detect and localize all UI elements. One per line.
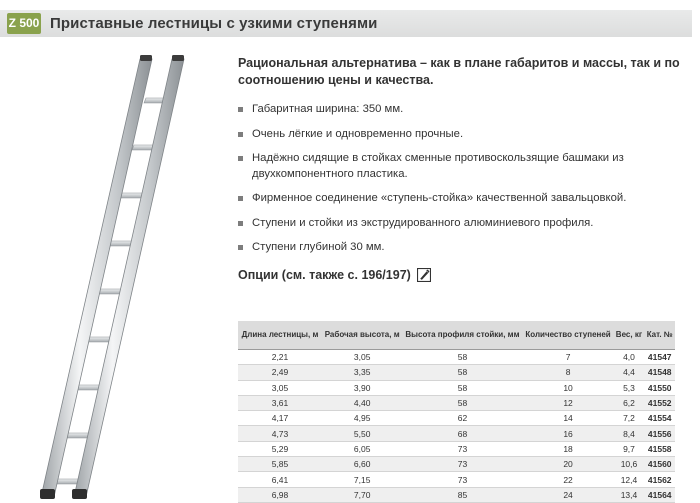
table-row: [238, 457, 675, 472]
cell-weight: 7,2: [614, 411, 645, 426]
cell-catalog-number: 41558: [644, 441, 675, 456]
table-row: [238, 472, 675, 487]
feature-item: Ступени и стойки из экструдированного алюминиевого профиля.: [238, 216, 688, 232]
cell-working-height: 4,40: [322, 395, 402, 410]
section-header: [0, 10, 692, 37]
cell-catalog-number: 41554: [644, 411, 675, 426]
cell-profile-height: 85: [402, 487, 522, 502]
cell-length: 2,49: [238, 365, 322, 380]
cell-profile-height: 73: [402, 472, 522, 487]
col-header-profile-height: Высота профиля стойки, мм: [402, 321, 522, 350]
cell-steps: 24: [523, 487, 614, 502]
options-label: Опции (см. также с. 196/197): [238, 267, 411, 282]
col-header-length: Длина лестницы, м: [238, 321, 322, 350]
cell-weight: 9,7: [614, 441, 645, 456]
ladder-illustration: [28, 55, 238, 501]
feature-item: Габаритная ширина: 350 мм.: [238, 102, 688, 118]
square-bullet-icon: [238, 107, 243, 112]
product-description: [238, 55, 688, 284]
cell-working-height: 3,90: [322, 380, 402, 395]
cell-steps: 7: [523, 350, 614, 365]
cell-catalog-number: 41547: [644, 350, 675, 365]
cell-steps: 18: [523, 441, 614, 456]
cell-catalog-number: 41548: [644, 365, 675, 380]
cell-working-height: 6,60: [322, 457, 402, 472]
cell-length: 3,61: [238, 395, 322, 410]
cell-catalog-number: 41560: [644, 457, 675, 472]
cell-length: 6,98: [238, 487, 322, 502]
cell-working-height: 3,35: [322, 365, 402, 380]
feature-item: Ступени глубиной 30 мм.: [238, 240, 688, 256]
cell-weight: 4,0: [614, 350, 645, 365]
cell-steps: 10: [523, 380, 614, 395]
cell-catalog-number: 41562: [644, 472, 675, 487]
cell-profile-height: 62: [402, 411, 522, 426]
square-bullet-icon: [238, 156, 243, 161]
square-bullet-icon: [238, 132, 243, 137]
col-header-weight: Вес, кг: [614, 321, 645, 350]
cell-length: 4,73: [238, 426, 322, 441]
cell-steps: 20: [523, 457, 614, 472]
cell-catalog-number: 41552: [644, 395, 675, 410]
col-header-steps: Количество ступеней: [523, 321, 614, 350]
table-row: [238, 487, 675, 502]
col-header-catalog-number: Кат. №: [644, 321, 675, 350]
ladder-right-foot: [72, 489, 87, 499]
cell-profile-height: 58: [402, 380, 522, 395]
cell-working-height: 4,95: [322, 411, 402, 426]
cell-profile-height: 58: [402, 365, 522, 380]
cell-length: 5,85: [238, 457, 322, 472]
cell-steps: 12: [523, 395, 614, 410]
table-row: [238, 426, 675, 441]
spec-table-body: [238, 350, 675, 503]
feature-item: Надёжно сидящие в стойках сменные противоскользящие башмаки из двухкомпонентного пластика.: [238, 151, 688, 182]
ladder-left-cap: [140, 55, 152, 61]
square-bullet-icon: [238, 196, 243, 201]
table-row: [238, 411, 675, 426]
cell-weight: 10,6: [614, 457, 645, 472]
cell-weight: 6,2: [614, 395, 645, 410]
table-row: [238, 365, 675, 380]
cell-working-height: 3,05: [322, 350, 402, 365]
cell-weight: 13,4: [614, 487, 645, 502]
cell-profile-height: 73: [402, 441, 522, 456]
col-header-working-height: Рабочая высота, м: [322, 321, 402, 350]
cell-length: 2,21: [238, 350, 322, 365]
cell-weight: 4,4: [614, 365, 645, 380]
table-row: [238, 380, 675, 395]
feature-item: Очень лёгкие и одновременно прочные.: [238, 127, 688, 143]
cell-working-height: 6,05: [322, 441, 402, 456]
cell-working-height: 7,70: [322, 487, 402, 502]
cell-steps: 22: [523, 472, 614, 487]
cell-weight: 12,4: [614, 472, 645, 487]
info-book-icon[interactable]: [417, 268, 431, 282]
square-bullet-icon: [238, 221, 243, 226]
intro-text: Рациональная альтернатива – как в плане габаритов и массы, так и по соотношению цены и качества.: [238, 56, 680, 87]
cell-profile-height: 68: [402, 426, 522, 441]
cell-length: 6,41: [238, 472, 322, 487]
cell-profile-height: 73: [402, 457, 522, 472]
page-title: Приставные лестницы с узкими ступенями: [50, 15, 378, 32]
cell-length: 5,29: [238, 441, 322, 456]
cell-steps: 14: [523, 411, 614, 426]
table-row: [238, 350, 675, 365]
table-row: [238, 441, 675, 456]
product-code-badge: Z 500: [7, 13, 41, 34]
cell-length: 4,17: [238, 411, 322, 426]
feature-list: [238, 102, 688, 256]
cell-steps: 16: [523, 426, 614, 441]
cell-weight: 8,4: [614, 426, 645, 441]
table-header-row: [238, 321, 675, 350]
cell-length: 3,05: [238, 380, 322, 395]
cell-profile-height: 58: [402, 395, 522, 410]
table-row: [238, 395, 675, 410]
cell-steps: 8: [523, 365, 614, 380]
cell-weight: 5,3: [614, 380, 645, 395]
spec-table: [238, 321, 675, 503]
cell-catalog-number: 41556: [644, 426, 675, 441]
ladder-left-foot: [40, 489, 55, 499]
cell-working-height: 7,15: [322, 472, 402, 487]
cell-working-height: 5,50: [322, 426, 402, 441]
square-bullet-icon: [238, 245, 243, 250]
options-heading: [238, 266, 688, 284]
ladder-right-cap: [172, 55, 184, 61]
cell-catalog-number: 41550: [644, 380, 675, 395]
cell-catalog-number: 41564: [644, 487, 675, 502]
feature-item: Фирменное соединение «ступень-стойка» качественной завальцовкой.: [238, 191, 688, 207]
cell-profile-height: 58: [402, 350, 522, 365]
